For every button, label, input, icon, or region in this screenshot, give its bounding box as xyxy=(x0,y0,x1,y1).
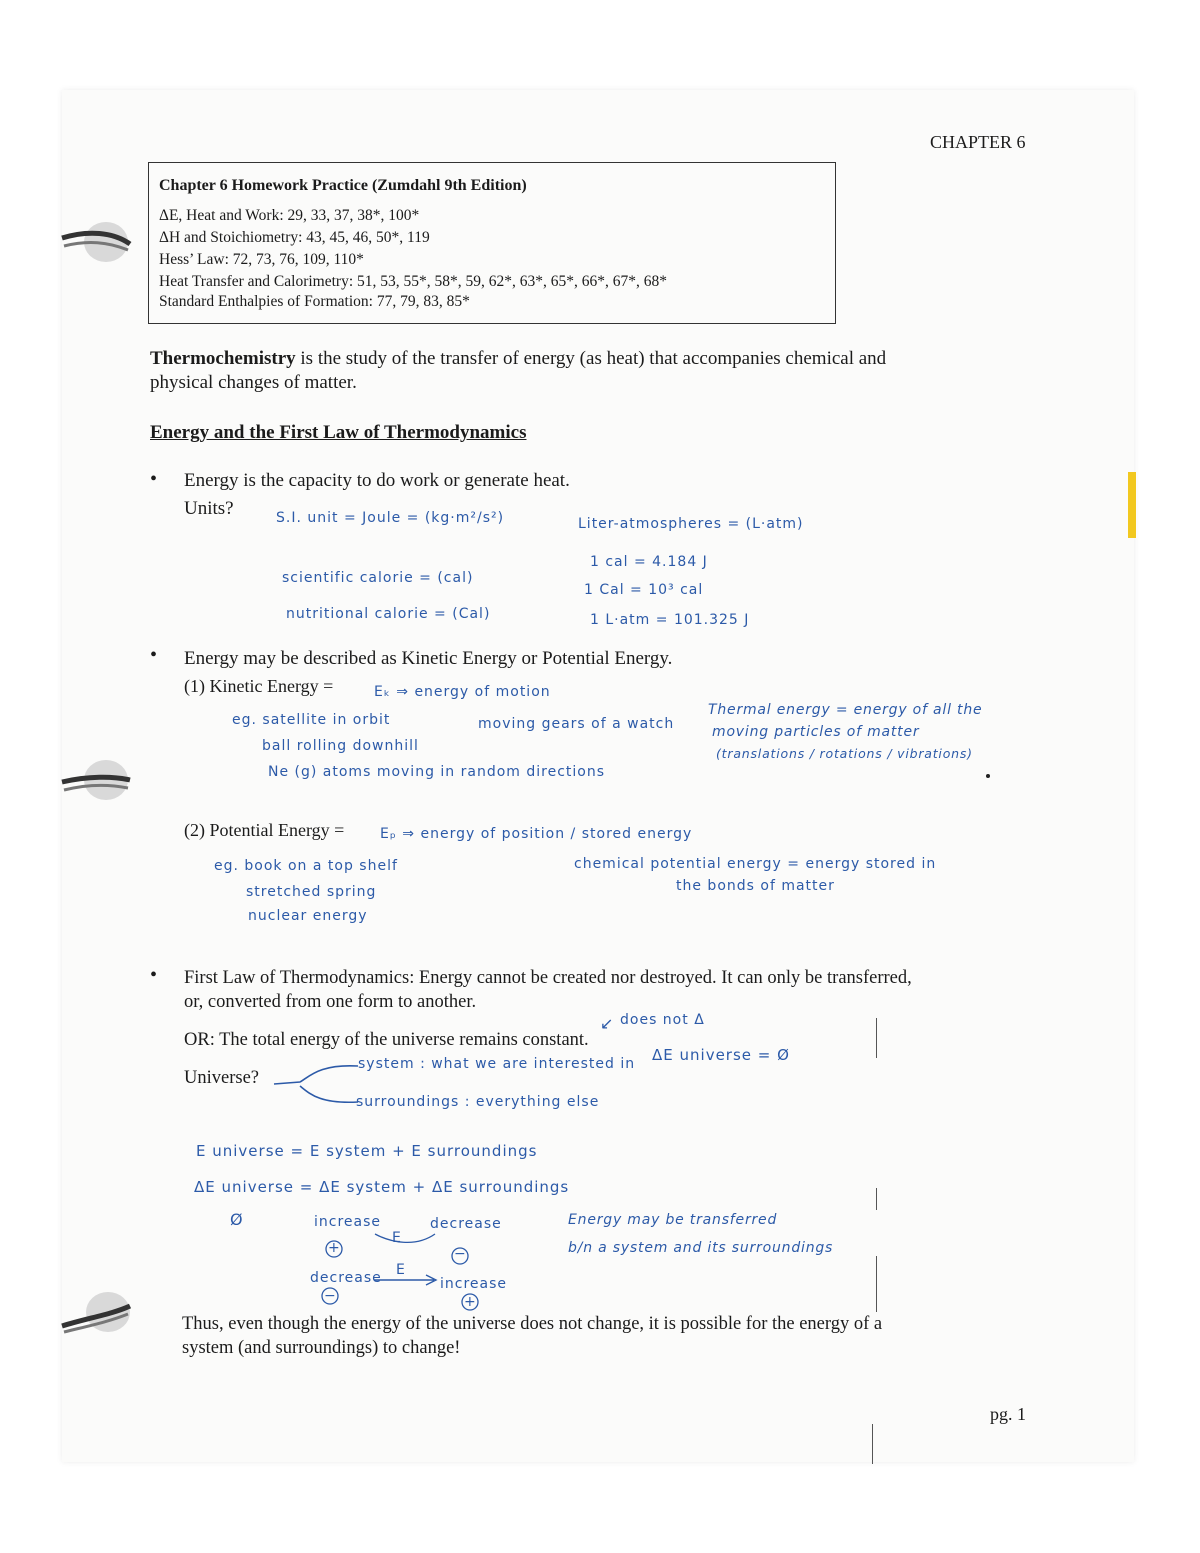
note-ke-eg2: ball rolling downhill xyxy=(262,738,419,754)
ke-label: (1) Kinetic Energy = xyxy=(184,676,334,696)
universe-label: Universe? xyxy=(184,1068,259,1088)
bullet-icon: • xyxy=(150,644,158,666)
note-Cal-cal: 1 Cal = 10³ cal xyxy=(584,582,704,598)
section-heading: Energy and the First Law of Thermodynamics xyxy=(150,422,527,443)
note-thermal3: (translations / rotations / vibrations) xyxy=(716,746,973,761)
note-transfer2: b/n a system and its surroundings xyxy=(568,1240,834,1256)
note-ke-gears: moving gears of a watch xyxy=(478,716,675,732)
note-increase: increase xyxy=(314,1214,382,1230)
homework-line: ΔE, Heat and Work: 29, 33, 37, 38*, 100* xyxy=(159,207,420,224)
bullet3-text1: First Law of Thermodynamics: Energy cannot be created nor destroyed. It can only be transferred, xyxy=(184,968,912,988)
arrow-icon: ↙ xyxy=(600,1014,615,1033)
note-thermal2: moving particles of matter xyxy=(712,724,920,740)
intro-line2: physical changes of matter. xyxy=(150,372,357,393)
circle-markers xyxy=(316,1284,486,1314)
note-pe-def: Eₚ ⇒ energy of position / stored energy xyxy=(380,826,693,842)
binder-ring-icon xyxy=(58,758,136,808)
note-ke-def: Eₖ ⇒ energy of motion xyxy=(374,684,551,700)
page-number: pg. 1 xyxy=(990,1404,1026,1424)
margin-mark xyxy=(872,1424,873,1464)
note-pe-eg3: nuclear energy xyxy=(248,908,368,924)
note-increase2: increase xyxy=(440,1276,508,1292)
note-pe-eg1: eg. book on a top shelf xyxy=(214,858,398,874)
note-decrease2: decrease xyxy=(310,1270,382,1286)
note-minus: − xyxy=(454,1246,467,1262)
note-sci-cal: scientific calorie = (cal) xyxy=(282,570,474,586)
note-system: system : what we are interested in xyxy=(358,1056,636,1072)
homework-line: Heat Transfer and Calorimetry: 51, 53, 55*, 58*, 59, 62*, 63*, 65*, 66*, 67*, 68* xyxy=(159,273,668,290)
homework-line: ΔH and Stoichiometry: 43, 45, 46, 50*, 119 xyxy=(159,229,430,246)
note-nut-cal: nutritional calorie = (Cal) xyxy=(286,606,491,622)
intro-paragraph xyxy=(150,348,886,370)
note-eq1: E universe = E system + E surroundings xyxy=(196,1142,538,1160)
margin-mark xyxy=(876,1018,877,1058)
bullet3-or: OR: The total energy of the universe remains constant. xyxy=(184,1030,589,1050)
homework-box xyxy=(148,162,836,324)
note-plus2: + xyxy=(464,1294,477,1310)
bullet3-text2: or, converted from one form to another. xyxy=(184,992,477,1012)
intro-text: is the study of the transfer of energy (as heat) that accompanies chemical and xyxy=(295,348,887,369)
units-label: Units? xyxy=(184,498,234,519)
note-thermal1: Thermal energy = energy of all the xyxy=(708,702,983,718)
note-chem2: the bonds of matter xyxy=(676,878,835,894)
note-pe-eg2: stretched spring xyxy=(246,884,377,900)
pe-label: (2) Potential Energy = xyxy=(184,820,345,840)
note-E2: E xyxy=(396,1262,406,1278)
chapter-label: CHAPTER 6 xyxy=(930,132,1026,152)
note-liter-atm: Liter-atmospheres = (L·atm) xyxy=(578,516,804,532)
note-plus: + xyxy=(328,1240,341,1256)
margin-mark xyxy=(876,1256,877,1312)
note-chem1: chemical potential energy = energy stored in xyxy=(574,856,937,872)
note-decrease: decrease xyxy=(430,1216,502,1232)
bullet-icon: • xyxy=(150,964,158,986)
note-minus2: − xyxy=(324,1288,337,1304)
note-surroundings: surroundings : everything else xyxy=(356,1094,600,1110)
binder-ring-icon xyxy=(58,1290,136,1342)
intro-term: Thermochemistry xyxy=(150,348,296,369)
note-ke-eg1: eg. satellite in orbit xyxy=(232,712,391,728)
bullet2-text: Energy may be described as Kinetic Energy or Potential Energy. xyxy=(184,648,673,669)
note-cal-j: 1 cal = 4.184 J xyxy=(590,554,708,570)
note-eq2: ΔE universe = ΔE system + ΔE surroundings xyxy=(194,1178,570,1196)
bullet1-text: Energy is the capacity to do work or generate heat. xyxy=(184,470,570,491)
homework-title: Chapter 6 Homework Practice (Zumdahl 9th Edition) xyxy=(159,177,527,194)
note-transfer1: Energy may be transferred xyxy=(568,1212,778,1228)
note-si-unit: S.I. unit = Joule = (kg·m²/s²) xyxy=(276,510,505,526)
conclusion-line1: Thus, even though the energy of the universe does not change, it is possible for the energy of a xyxy=(182,1314,883,1334)
note-zero: Ø xyxy=(230,1210,244,1229)
dot-mark xyxy=(986,774,990,778)
bullet-icon: • xyxy=(150,468,158,490)
conclusion-line2: system (and surroundings) to change! xyxy=(182,1338,461,1358)
brace-icon xyxy=(270,1060,360,1110)
yellow-tab-mark xyxy=(1128,472,1136,538)
homework-line: Hess’ Law: 72, 73, 76, 109, 110* xyxy=(159,251,364,268)
note-latm: 1 L·atm = 101.325 J xyxy=(590,612,750,628)
homework-line: Standard Enthalpies of Formation: 77, 79, 83, 85* xyxy=(159,293,470,310)
note-delta-univ: ΔE universe = Ø xyxy=(652,1046,790,1064)
margin-mark xyxy=(876,1188,877,1210)
note-E: E xyxy=(392,1230,402,1246)
note-does-not: does not Δ xyxy=(620,1012,705,1028)
note-ke-eg3: Ne (g) atoms moving in random directions xyxy=(268,764,606,780)
binder-ring-icon xyxy=(58,218,136,268)
